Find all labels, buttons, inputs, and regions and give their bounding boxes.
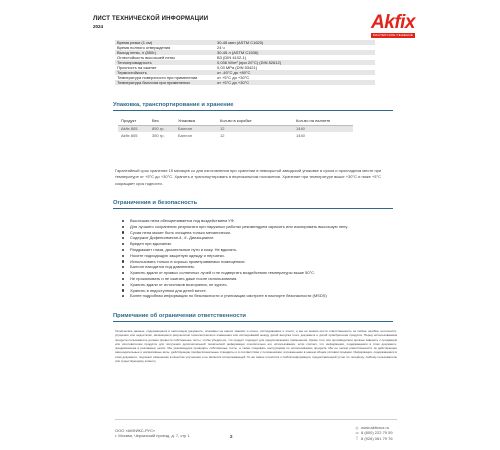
page-number: 2 — [230, 434, 233, 439]
website-link[interactable]: www.akfixrus.ru — [361, 425, 390, 430]
bullet-icon — [122, 226, 124, 228]
storage-paragraph: Гарантийный срок хранения 15 месяцев со дня изготовления при хранении в невскрытой заводской упаковке в сухом и прохладном месте при температуре от +5°C до +30°C. Хранить и транспортировать в вертикальном положении. Хранение при температуре выше +30°C и ниже +5°C сокращает срок годности. — [115, 168, 382, 186]
table-row — [118, 132, 353, 139]
table-cell: 1440 — [293, 125, 353, 132]
bullet-icon — [122, 243, 124, 245]
table-cell: Akfix 805 — [118, 125, 149, 132]
company-name: ООО «АКФИКС-РУС» — [115, 428, 156, 433]
property-name: Время полного отверждения — [117, 45, 171, 50]
bullet-icon — [122, 231, 124, 233]
list-item-text: Хранить вдали от источников возгорания, не курить. — [130, 281, 228, 287]
bullet-icon — [122, 266, 124, 268]
disclaimer-section-title: Примечание об ограничении ответственности — [113, 313, 246, 319]
property-name: Огнестойкость высохшей пены — [117, 55, 175, 60]
list-item-text: Хранить в недоступном для детей месте. — [130, 287, 207, 293]
property-value: 30-45 мин (ASTM C1620) — [215, 40, 375, 45]
safety-section-title: Ограничения и безопасность — [113, 200, 198, 206]
bullet-icon — [122, 272, 124, 274]
property-value: 0,03 MPa (DIN 53421) — [217, 65, 258, 70]
footer-company-block — [115, 428, 190, 439]
table-row — [115, 80, 375, 85]
column-header: Продукт — [118, 117, 149, 125]
list-item-text: Раздражает глаза, дыхательные пути и кожу. Не вдыхать. — [130, 246, 238, 252]
phone-icon: ☏ — [355, 430, 360, 435]
property-name: Время резки (1 см) — [115, 40, 215, 45]
bullet-icon — [122, 249, 124, 251]
globe-icon: ◎ — [355, 425, 359, 430]
disclaimer-paragraph: Технические данные, содержащиеся в настоящем документе, основаны на наших знаниях и опыте, исследованиях и опыте, и мы не можем нести ответственность за любые ошибки, неточности, упущения или недостатки, являющиеся результатом технологического изменения или исследований между датой выпуска этого документа и датой приобретения продукта. Перед использованием продукта пользователь должен провести собственные тесты, чтобы убедиться, что продукт подходит для предполагаемого применения. Кроме того, все производители должны заверить с продавцом или изготовителем продукта для получения дополнительной технической информации относительно его использования, если считает, что информация, содержащаяся в этом документе, предназначена в рекламных целях. Мы рекомендуем проводить собственные тесты, а также следовать инструкциям по использованию продукта. Мы не несем ответственности за действующие законодательные и нормативные акты, действующие профессиональные стандарты и в соответствии с положениями, изложенными в нашем общем условии продажи. Информация, содержащаяся в этом документе, подлежит изменению в качестве улучшения и не является исчерпывающей. То же самое относится к любой информации, предоставленной устно по телефону, любому пользователю или существующему клиенту. — [115, 329, 397, 364]
column-header: Кол-во в коробке — [217, 117, 293, 125]
bullet-icon — [122, 255, 124, 257]
bullet-icon — [122, 295, 124, 297]
mobile-icon: ▯ — [356, 436, 358, 441]
section-divider — [113, 110, 393, 111]
list-item-text: Баллон находится под давлением. — [130, 264, 195, 270]
table-cell: Баллон — [178, 133, 192, 138]
safety-list — [120, 218, 382, 299]
akfix-logo — [359, 12, 415, 38]
property-value: 24 ч — [217, 45, 225, 50]
packaging-table — [118, 117, 353, 139]
document-header — [93, 10, 415, 44]
phone-row — [355, 436, 393, 441]
list-item-text: Вреден при вдыхании. — [130, 241, 172, 247]
table-cell: Баллон — [175, 125, 217, 132]
document-title: ЛИСТ ТЕХНИЧЕСКОЙ ИНФОРМАЦИИ — [93, 16, 209, 22]
table-cell: Akfix 805 — [121, 133, 138, 138]
property-value: 30-45 л (ASTM C1536) — [215, 50, 375, 55]
property-name: Термостойкость — [115, 70, 215, 75]
bullet-icon — [122, 237, 124, 239]
list-item-text: Содержит Дифенилметан-4, 4'- Диизоцианат. — [130, 235, 214, 241]
list-item-text: Не прокалывать и не сжигать даже после использования. — [130, 275, 238, 281]
column-header: Кол-во на паллете — [293, 117, 353, 125]
footer-contacts — [355, 425, 393, 441]
list-item-text: Для лучшего сохранения результата при наружных работах рекомендуем окрасить или изолировать высохшую пену. — [130, 223, 349, 229]
bullet-icon — [122, 260, 124, 262]
property-name: Теплопроводность — [115, 60, 215, 65]
packaging-section-title: Упаковка, транспортирование и хранение — [113, 102, 234, 108]
list-item — [120, 293, 382, 299]
property-name: Температура баллона при применении — [115, 80, 215, 85]
bullet-icon — [122, 289, 124, 291]
table-header-row — [118, 117, 353, 125]
table-cell: 12 — [217, 125, 293, 132]
column-header: Упаковка — [175, 117, 217, 125]
property-name: Выход пены, л (850г) — [115, 50, 215, 55]
logo-slogan: МАСТЕРСКОЕ РЕШЕНИЕ — [372, 33, 413, 37]
bullet-icon — [122, 220, 124, 222]
list-item-text: Сухая пена может быть очищена только механически. — [130, 229, 231, 235]
table-cell: 850 гр. — [149, 125, 175, 132]
phone-number[interactable]: 8 (926) 061 79 76 — [361, 435, 393, 441]
document-year: 2024 — [93, 24, 104, 29]
property-value: от -40°C до +80°C — [215, 70, 375, 75]
property-name: Температура поверхности при применении — [117, 75, 198, 80]
table-cell: 12 — [220, 133, 225, 138]
property-value: от +5°C до +30°C — [217, 75, 250, 80]
bullet-icon — [122, 284, 124, 286]
company-address: г. Москва, Черкизский проезд, д. 7, стр 1 — [115, 433, 190, 439]
property-value: B3 (DIN 4102-1) — [217, 55, 247, 60]
list-item-text: Высохшая пена обесцвечивается под воздействием УФ. — [130, 218, 235, 223]
column-header: Вес — [149, 117, 175, 125]
table-cell: 350 гр. — [152, 133, 165, 138]
property-value: от +5°C до +30°C — [215, 80, 375, 85]
list-item-text: Носите подходящую защитную одежду и перчатки. — [130, 252, 225, 258]
property-value: 0,036 W/m² (при 20°C) (DIN 52612) — [215, 60, 375, 65]
list-item-text: Хранить вдали от прямых солнечных лучей и не подвергать воздействию температуры выше 50°C. — [130, 270, 316, 276]
section-divider — [113, 321, 393, 322]
table-row — [118, 125, 353, 132]
table-cell: 1440 — [296, 133, 305, 138]
section-divider — [113, 208, 393, 209]
logo-text: Akfix — [371, 12, 415, 33]
list-item-text: Использовать только в хорошо проветриваемых помещениях. — [130, 258, 246, 264]
bullet-icon — [122, 278, 124, 280]
list-item-text: Более подробная информация по безопасности и утилизации смотрите в паспорте безопасности (MSDS) — [130, 293, 327, 299]
phone-number[interactable]: 8 (800) 222 79 59 — [361, 430, 393, 436]
property-name: Прочность на сжатие — [117, 65, 157, 70]
footer-divider — [115, 419, 397, 420]
technical-properties-table — [115, 40, 375, 85]
